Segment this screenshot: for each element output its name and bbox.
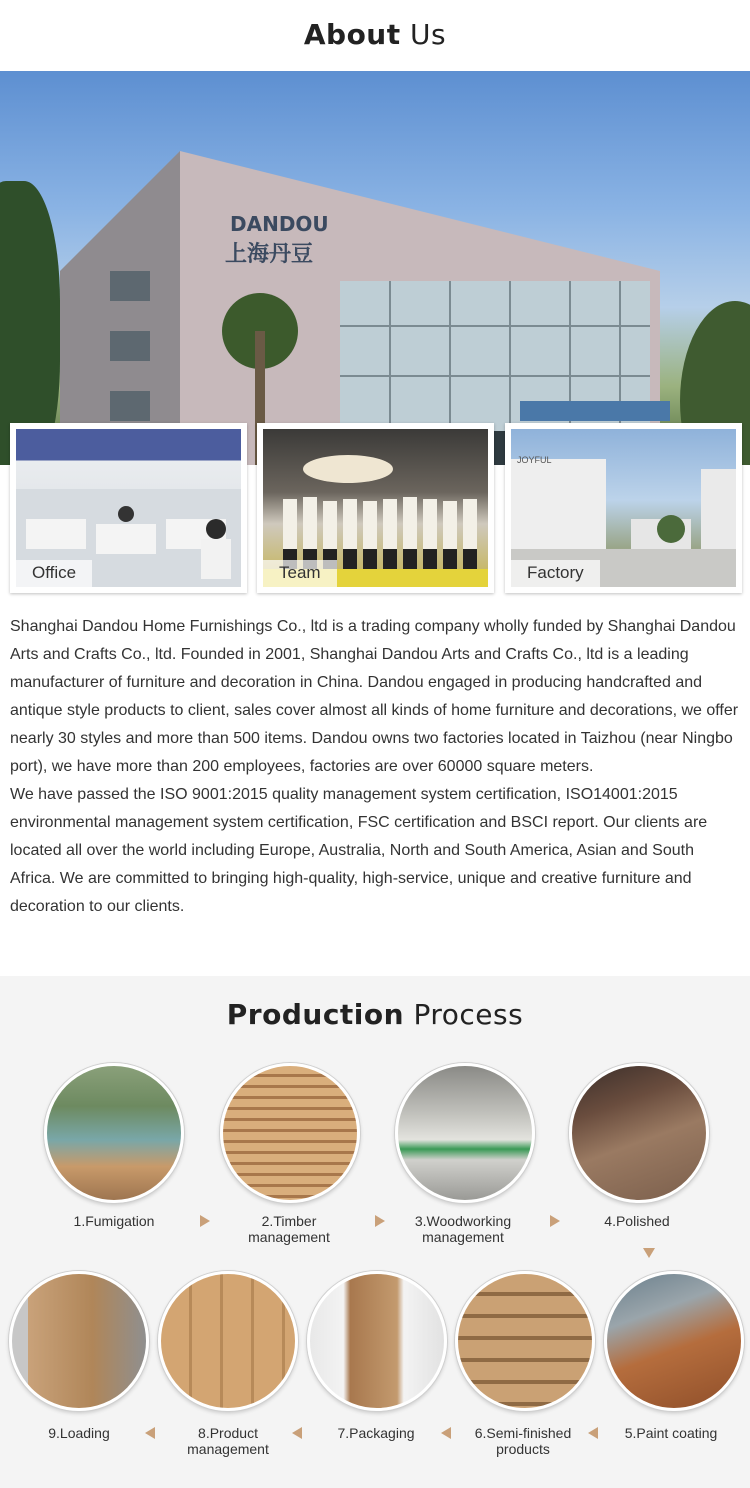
- about-paragraph-1: Shanghai Dandou Home Furnishings Co., ltd is a trading company wholly funded by Shanghai Dandou Arts and Crafts Co., ltd. Founded in 2001, Shanghai Dandou Arts and Crafts Co., ltd is a leading manufacturer of furniture and decoration in China. Dandou engaged in producing handcrafted and antique style products to client, sales cover almost all kinds of home furniture and decorations, we offer nearly 30 styles and more than 500 items. Dandou owns two factories located in Taizhou (near Ningbo port), we have more than 200 employees, factories are over 60000 square meters.: [10, 618, 739, 775]
- step-semi-finished-photo: [455, 1271, 595, 1411]
- company-building-photo: [0, 71, 750, 465]
- arrow-left-icon: [292, 1427, 302, 1439]
- arrow-left-icon: [441, 1427, 451, 1439]
- building-sign-logo: DANDOU: [230, 212, 329, 236]
- arrow-left-icon: [588, 1427, 598, 1439]
- step-packaging-photo: [307, 1271, 447, 1411]
- arrow-left-icon: [145, 1427, 155, 1439]
- step-label-2: 2.Timber management: [248, 1213, 330, 1245]
- arrow-right-icon: [200, 1215, 210, 1227]
- process-title-light: Process: [413, 998, 524, 1031]
- step-fumigation-photo: [44, 1063, 184, 1203]
- thumbnail-office: [10, 423, 247, 593]
- step-loading-photo: [9, 1271, 149, 1411]
- arrow-right-icon: [375, 1215, 385, 1227]
- step-timber-photo: [220, 1063, 360, 1203]
- about-title-bold: About: [303, 18, 401, 51]
- production-section: [0, 976, 750, 1488]
- step-woodworking-photo: [395, 1063, 535, 1203]
- factory-sign: JOYFUL: [517, 455, 552, 465]
- about-description: [10, 613, 742, 921]
- step-label-3: 3.Woodworking management: [414, 1213, 512, 1245]
- step-label-5: 5.Paint coating: [624, 1425, 718, 1441]
- step-label-7: 7.Packaging: [337, 1425, 415, 1441]
- thumbnail-caption-team: Team: [263, 560, 337, 587]
- thumbnail-caption-factory: Factory: [511, 560, 600, 587]
- thumbnail-caption-office: Office: [16, 560, 92, 587]
- arrow-down-icon: [643, 1248, 655, 1258]
- arrow-right-icon: [550, 1215, 560, 1227]
- step-label-8: 8.Product management: [187, 1425, 269, 1457]
- building-illustration: [50, 111, 690, 465]
- step-label-9: 9.Loading: [48, 1425, 110, 1441]
- process-title: [0, 998, 750, 1031]
- step-label-6: 6.Semi-finished products: [474, 1425, 572, 1457]
- step-label-1: 1.Fumigation: [73, 1213, 155, 1229]
- about-title-light: Us: [410, 18, 447, 51]
- step-product-management-photo: [158, 1271, 298, 1411]
- process-title-bold: Production: [226, 998, 405, 1031]
- step-label-4: 4.Polished: [604, 1213, 670, 1229]
- step-polished-photo: [569, 1063, 709, 1203]
- building-sign-cn: 上海丹豆: [225, 242, 314, 267]
- step-paint-coating-photo: [604, 1271, 744, 1411]
- about-title: [0, 18, 750, 51]
- thumbnail-factory: [505, 423, 742, 593]
- about-paragraph-2: We have passed the ISO 9001:2015 quality management system certification, ISO14001:2015 environmental management system certification, FSC certification and BSCI report. Our clients are located all over the world including Europe, Australia, North and South America, Asian and South Africa. We are committed to bringing high-quality, high-service, unique and creative furniture and decoration to our clients.: [10, 786, 708, 915]
- thumbnail-team: [257, 423, 494, 593]
